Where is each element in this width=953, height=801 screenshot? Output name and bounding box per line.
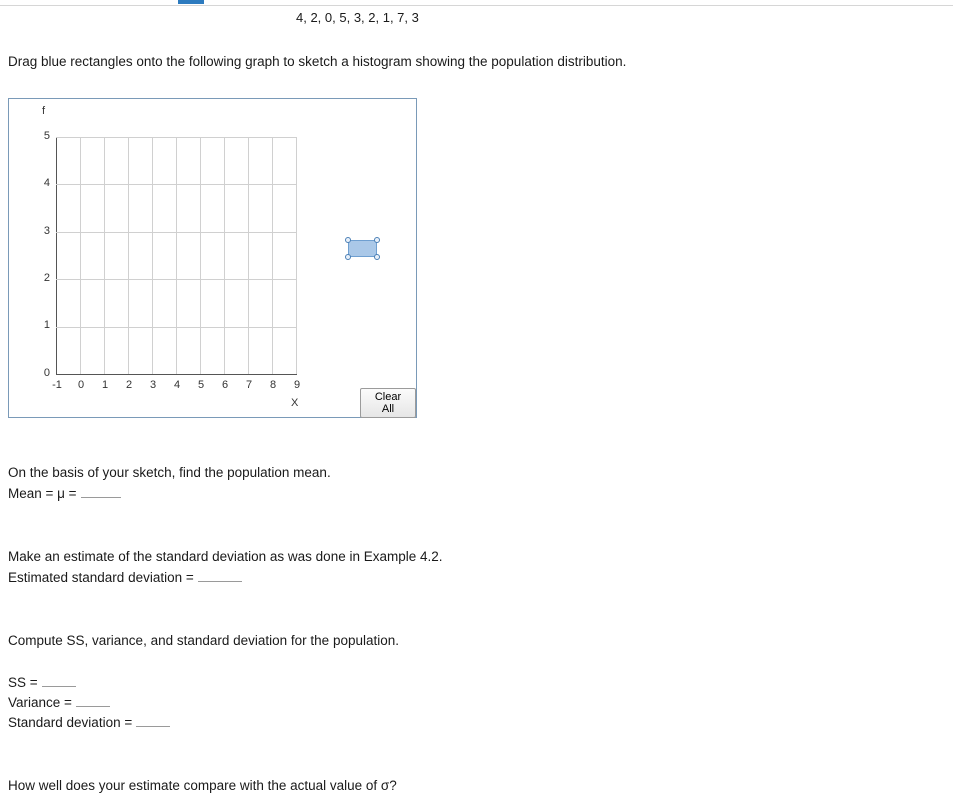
y-tick-4: 4	[43, 177, 50, 189]
y-tick-2: 2	[43, 272, 50, 284]
resize-handle-top-right[interactable]	[374, 237, 380, 243]
resize-handle-top-left[interactable]	[345, 237, 351, 243]
resize-handle-bottom-left[interactable]	[345, 254, 351, 260]
y-axis-line	[56, 137, 57, 375]
x-tick-7: 7	[245, 379, 253, 391]
ss-answer-row[interactable]	[8, 674, 76, 690]
y-axis-label: f	[42, 105, 46, 117]
header-divider	[0, 5, 953, 6]
x-tick-1: 1	[101, 379, 109, 391]
x-tick-9: 9	[293, 379, 301, 391]
gridline-v	[80, 137, 81, 374]
gridline-v	[248, 137, 249, 374]
x-tick-5: 5	[197, 379, 205, 391]
question-3-prompt: Compute SS, variance, and standard deviation for the population.	[8, 633, 399, 648]
x-tick-3: 3	[149, 379, 157, 391]
variance-input-blank[interactable]	[76, 694, 110, 707]
y-tick-5: 5	[43, 130, 50, 142]
x-tick-0: 0	[77, 379, 85, 391]
estimated-sd-input-blank[interactable]	[198, 569, 242, 582]
y-tick-1: 1	[43, 319, 50, 331]
dataset-values: 4, 2, 0, 5, 3, 2, 1, 7, 3	[296, 10, 419, 25]
x-tick--1: -1	[52, 379, 62, 391]
mean-label: Mean = μ =	[8, 486, 77, 501]
gridline-h	[56, 137, 296, 138]
mean-input-blank[interactable]	[81, 485, 121, 498]
estimated-sd-label: Estimated standard deviation =	[8, 570, 194, 585]
plot-area[interactable]	[56, 137, 296, 374]
plot-right-border	[296, 137, 297, 374]
instruction-text: Drag blue rectangles onto the following graph to sketch a histogram showing the population distribution.	[8, 54, 627, 69]
histogram-graph-panel[interactable]	[8, 98, 417, 418]
y-tick-3: 3	[43, 225, 50, 237]
gridline-v	[224, 137, 225, 374]
gridline-v	[128, 137, 129, 374]
blue-rectangle-draggable[interactable]	[348, 240, 377, 257]
clear-all-button[interactable]: Clear All	[360, 388, 416, 418]
ss-label: SS =	[8, 675, 38, 690]
y-tick-0: 0	[43, 367, 50, 379]
x-tick-2: 2	[125, 379, 133, 391]
standard-deviation-answer-row[interactable]	[8, 714, 170, 730]
ss-input-blank[interactable]	[42, 674, 76, 687]
estimated-sd-answer-row[interactable]	[8, 569, 242, 585]
gridline-h	[56, 327, 296, 328]
standard-deviation-input-blank[interactable]	[136, 714, 170, 727]
mean-answer-row[interactable]	[8, 485, 121, 501]
gridline-v	[272, 137, 273, 374]
tab-indicator	[178, 0, 204, 4]
variance-label: Variance =	[8, 695, 72, 710]
gridline-v	[104, 137, 105, 374]
gridline-v	[176, 137, 177, 374]
variance-answer-row[interactable]	[8, 694, 110, 710]
question-1-prompt: On the basis of your sketch, find the population mean.	[8, 465, 331, 480]
standard-deviation-label: Standard deviation =	[8, 715, 133, 730]
x-tick-8: 8	[269, 379, 277, 391]
gridline-h	[56, 232, 296, 233]
gridline-h	[56, 279, 296, 280]
question-4-prompt: How well does your estimate compare with the actual value of σ?	[8, 778, 397, 793]
x-axis-label: X	[291, 397, 299, 409]
gridline-v	[152, 137, 153, 374]
question-2-prompt: Make an estimate of the standard deviation as was done in Example 4.2.	[8, 549, 443, 564]
gridline-h	[56, 184, 296, 185]
x-tick-6: 6	[221, 379, 229, 391]
gridline-v	[200, 137, 201, 374]
x-tick-4: 4	[173, 379, 181, 391]
x-axis-line	[56, 374, 297, 375]
resize-handle-bottom-right[interactable]	[374, 254, 380, 260]
